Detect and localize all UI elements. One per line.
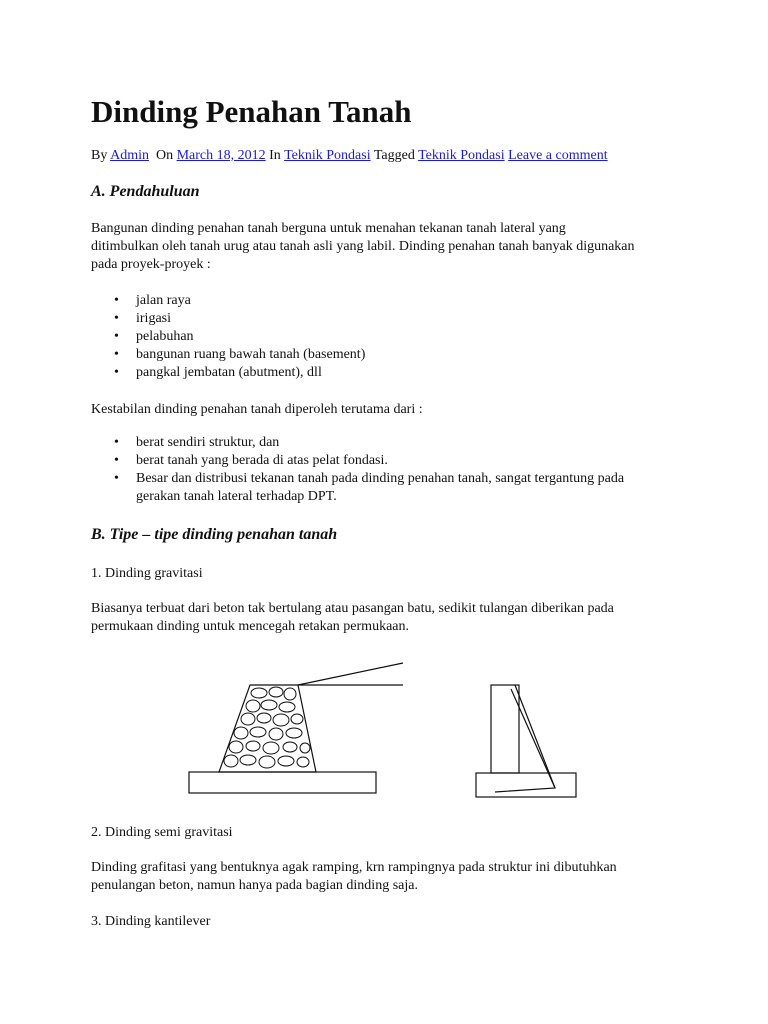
byline-in: In (269, 148, 281, 163)
byline-by: By (91, 148, 108, 163)
section-b-heading: B. Tipe – tipe dinding penahan tanah (91, 526, 338, 543)
list-item-text: Besar dan distribusi tekanan tanah pada dinding penahan tanah, sangat tergantung pada (136, 471, 625, 486)
list-item: • irigasi (91, 310, 676, 328)
date-link[interactable]: March 18, 2012 (176, 148, 266, 163)
intro-line-1: Bangunan dinding penahan tanah berguna untuk menahan tekanan tanah lateral yang (91, 221, 566, 236)
semi-gravity-base-slab (476, 773, 576, 797)
type1-line-1: Biasanya terbuat dari beton tak bertulang atau pasangan batu, sedikit tulangan diberikan pada (91, 601, 614, 616)
list-item: • pelabuhan (91, 328, 676, 346)
intro-line-2: ditimbulkan oleh tanah urug atau tanah asli yang labil. Dinding penahan tanah banyak digunakan (91, 239, 635, 254)
stability-intro: Kestabilan dinding penahan tanah diperoleh terutama dari : (91, 402, 423, 417)
page-title: Dinding Penahan Tanah (91, 94, 412, 129)
type1-line-2: permukaan dinding untuk mencegah retakan permukaan. (91, 619, 409, 634)
type1-description (91, 600, 676, 636)
type3-title: 3. Dinding kantilever (91, 914, 211, 929)
list-item (91, 470, 676, 506)
list-item: • berat tanah yang berada di atas pelat fondasi. (91, 452, 676, 470)
list-item: • jalan raya (91, 292, 676, 310)
author-link[interactable]: Admin (110, 148, 149, 163)
gravity-base-slab (189, 772, 376, 793)
type2-description (91, 859, 676, 895)
leave-comment-link[interactable]: Leave a comment (508, 148, 608, 163)
gravity-wall-figure (91, 652, 591, 804)
list-item: • bangunan ruang bawah tanah (basement) (91, 346, 676, 364)
intro-line-3: pada proyek-proyek : (91, 257, 211, 272)
intro-paragraph (91, 220, 676, 274)
gravity-wall-body (219, 685, 316, 772)
type1-title: 1. Dinding gravitasi (91, 566, 203, 581)
tag-link[interactable]: Teknik Pondasi (418, 148, 505, 163)
type2-title: 2. Dinding semi gravitasi (91, 825, 233, 840)
byline-on: On (155, 148, 174, 163)
type2-line-2: penulangan beton, namun hanya pada bagian dinding saja. (91, 878, 418, 893)
byline-tagged: Tagged (373, 148, 415, 163)
byline (91, 148, 608, 164)
stone-masonry-pattern (224, 687, 310, 768)
category-link[interactable]: Teknik Pondasi (284, 148, 371, 163)
list-item: • pangkal jembatan (abutment), dll (91, 364, 676, 382)
list-item: • berat sendiri struktur, dan (91, 434, 676, 452)
type2-line-1: Dinding grafitasi yang bentuknya agak ramping, krn rampingnya pada struktur ini dibutuhkan (91, 860, 617, 875)
stability-list (91, 434, 676, 506)
backfill-slope-line (298, 663, 403, 685)
reinforcement-line (495, 689, 555, 792)
uses-list (91, 292, 676, 382)
section-a-heading: A. Pendahuluan (91, 183, 200, 200)
list-item-text-cont: gerakan tanah lateral terhadap DPT. (136, 489, 337, 504)
